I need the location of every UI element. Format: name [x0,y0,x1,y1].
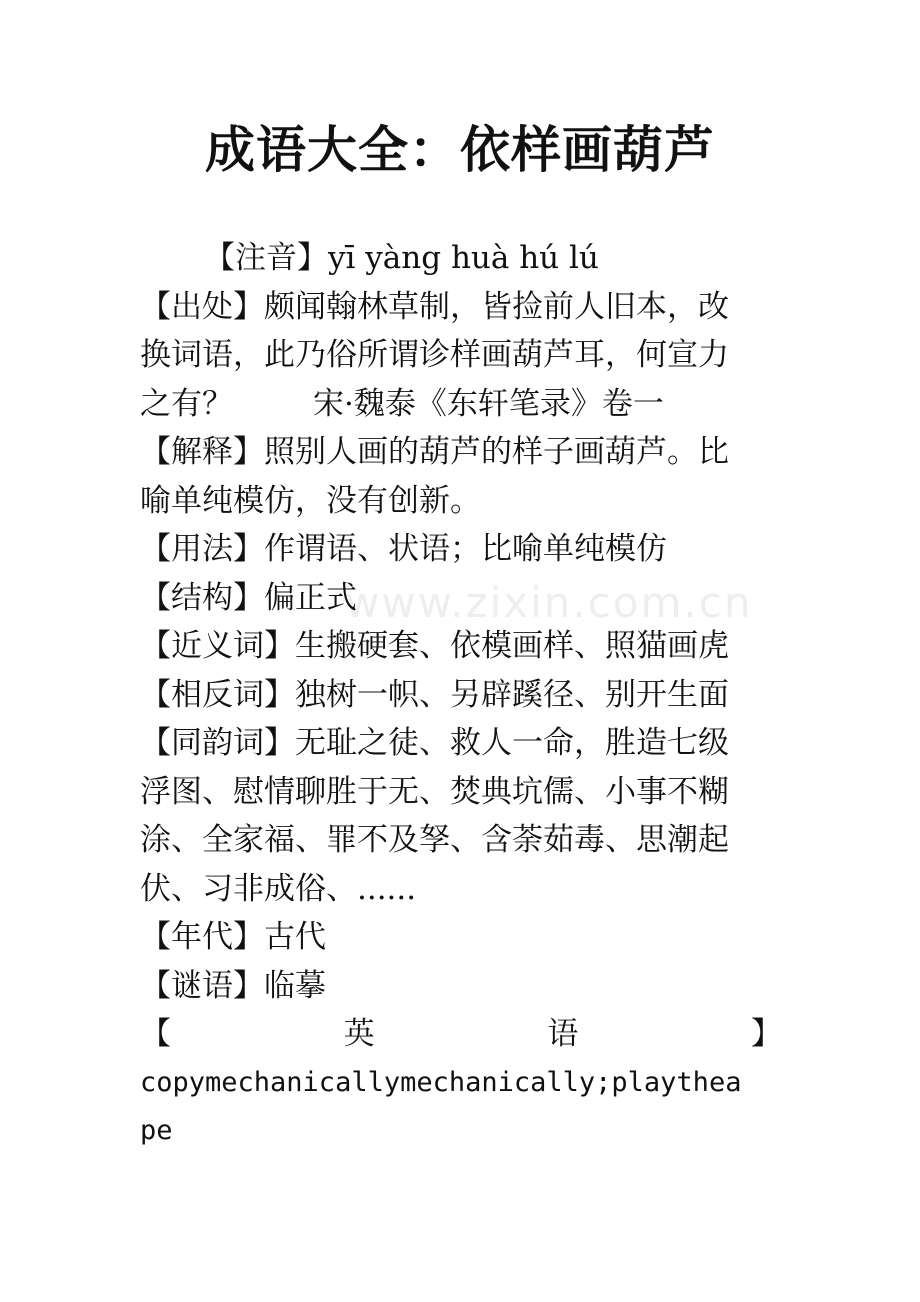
yingyu-line-3: pe [140,1115,173,1146]
jieshi-line-2: 喻单纯模仿，没有创新。 [140,482,481,519]
jiegou-value: 偏正式 [264,579,357,616]
miyu-value: 临摹 [264,967,326,1004]
document-body [140,234,782,1156]
chuchu-text-3a: 之有？ [140,385,233,422]
jiegou-line [140,574,782,623]
jieshi-text-1: 照别人画的葫芦的样子画葫芦。比 [264,434,729,470]
yingyu-line-2: copymechanicallymechanically;playthea [140,1066,742,1098]
jinyi-line [140,622,782,671]
yongfa-label: 【用法】 [140,531,264,567]
tongyun-line-3: 涂、全家福、罪不及孥、含荼茹毒、思潮起 [140,822,729,858]
yingyu-open-bracket: 【 [140,1016,171,1052]
xiangfan-value: 独树一帜、另辟蹊径、别开生面 [295,676,729,713]
miyu-label: 【谜语】 [140,967,264,1004]
page-title: 成语大全：依样画葫芦 [205,121,715,179]
xiangfan-label: 【相反词】 [140,676,295,713]
niandai-label: 【年代】 [140,919,264,955]
chuchu-text-1: 颇闻翰林草制，皆捡前人旧本，改 [264,288,729,325]
yingyu-close-bracket: 】 [750,1016,782,1052]
tongyun-text-1: 无耻之徒、救人一命，胜造七级 [295,725,729,761]
tongyun-line-2: 浮图、慰情聊胜于无、焚典坑儒、小事不糊 [140,773,729,810]
jinyi-value: 生搬硬套、依模画样、照猫画虎 [295,628,729,664]
jieshi-label: 【解释】 [140,434,264,470]
tongyun-line-1 [140,719,782,768]
yingyu-label-line [140,1010,782,1059]
tongyun-label: 【同韵词】 [140,725,295,761]
chuchu-line-1 [140,283,782,332]
zhuyin-label: 【注音】 [204,240,328,276]
chuchu-line-2: 换词语，此乃俗所谓诊样画葫芦耳，何宣力 [140,337,729,373]
yingyu-char-2: 语 [547,1016,579,1052]
yingyu-char-1: 英 [343,1016,375,1052]
niandai-line [140,913,782,962]
zhuyin-line [140,234,782,283]
yongfa-line [140,525,782,574]
zhuyin-value: yī yàng huà hú lú [328,240,599,276]
chuchu-label: 【出处】 [140,288,264,325]
jinyi-label: 【近义词】 [140,628,295,664]
miyu-line [140,962,782,1011]
jieshi-line-1 [140,428,782,477]
yongfa-value: 作谓语、状语；比喻单纯模仿 [264,531,667,567]
tongyun-line-4: 伏、习非成俗、...... [140,870,417,907]
xiangfan-line [140,671,782,720]
jiegou-label: 【结构】 [140,579,264,616]
watermark: www.zixin.com.cn [345,578,753,627]
chuchu-source: 宋·魏泰《东轩笔录》卷一 [313,385,664,422]
niandai-value: 古代 [264,919,326,955]
chuchu-line-3 [140,380,782,429]
